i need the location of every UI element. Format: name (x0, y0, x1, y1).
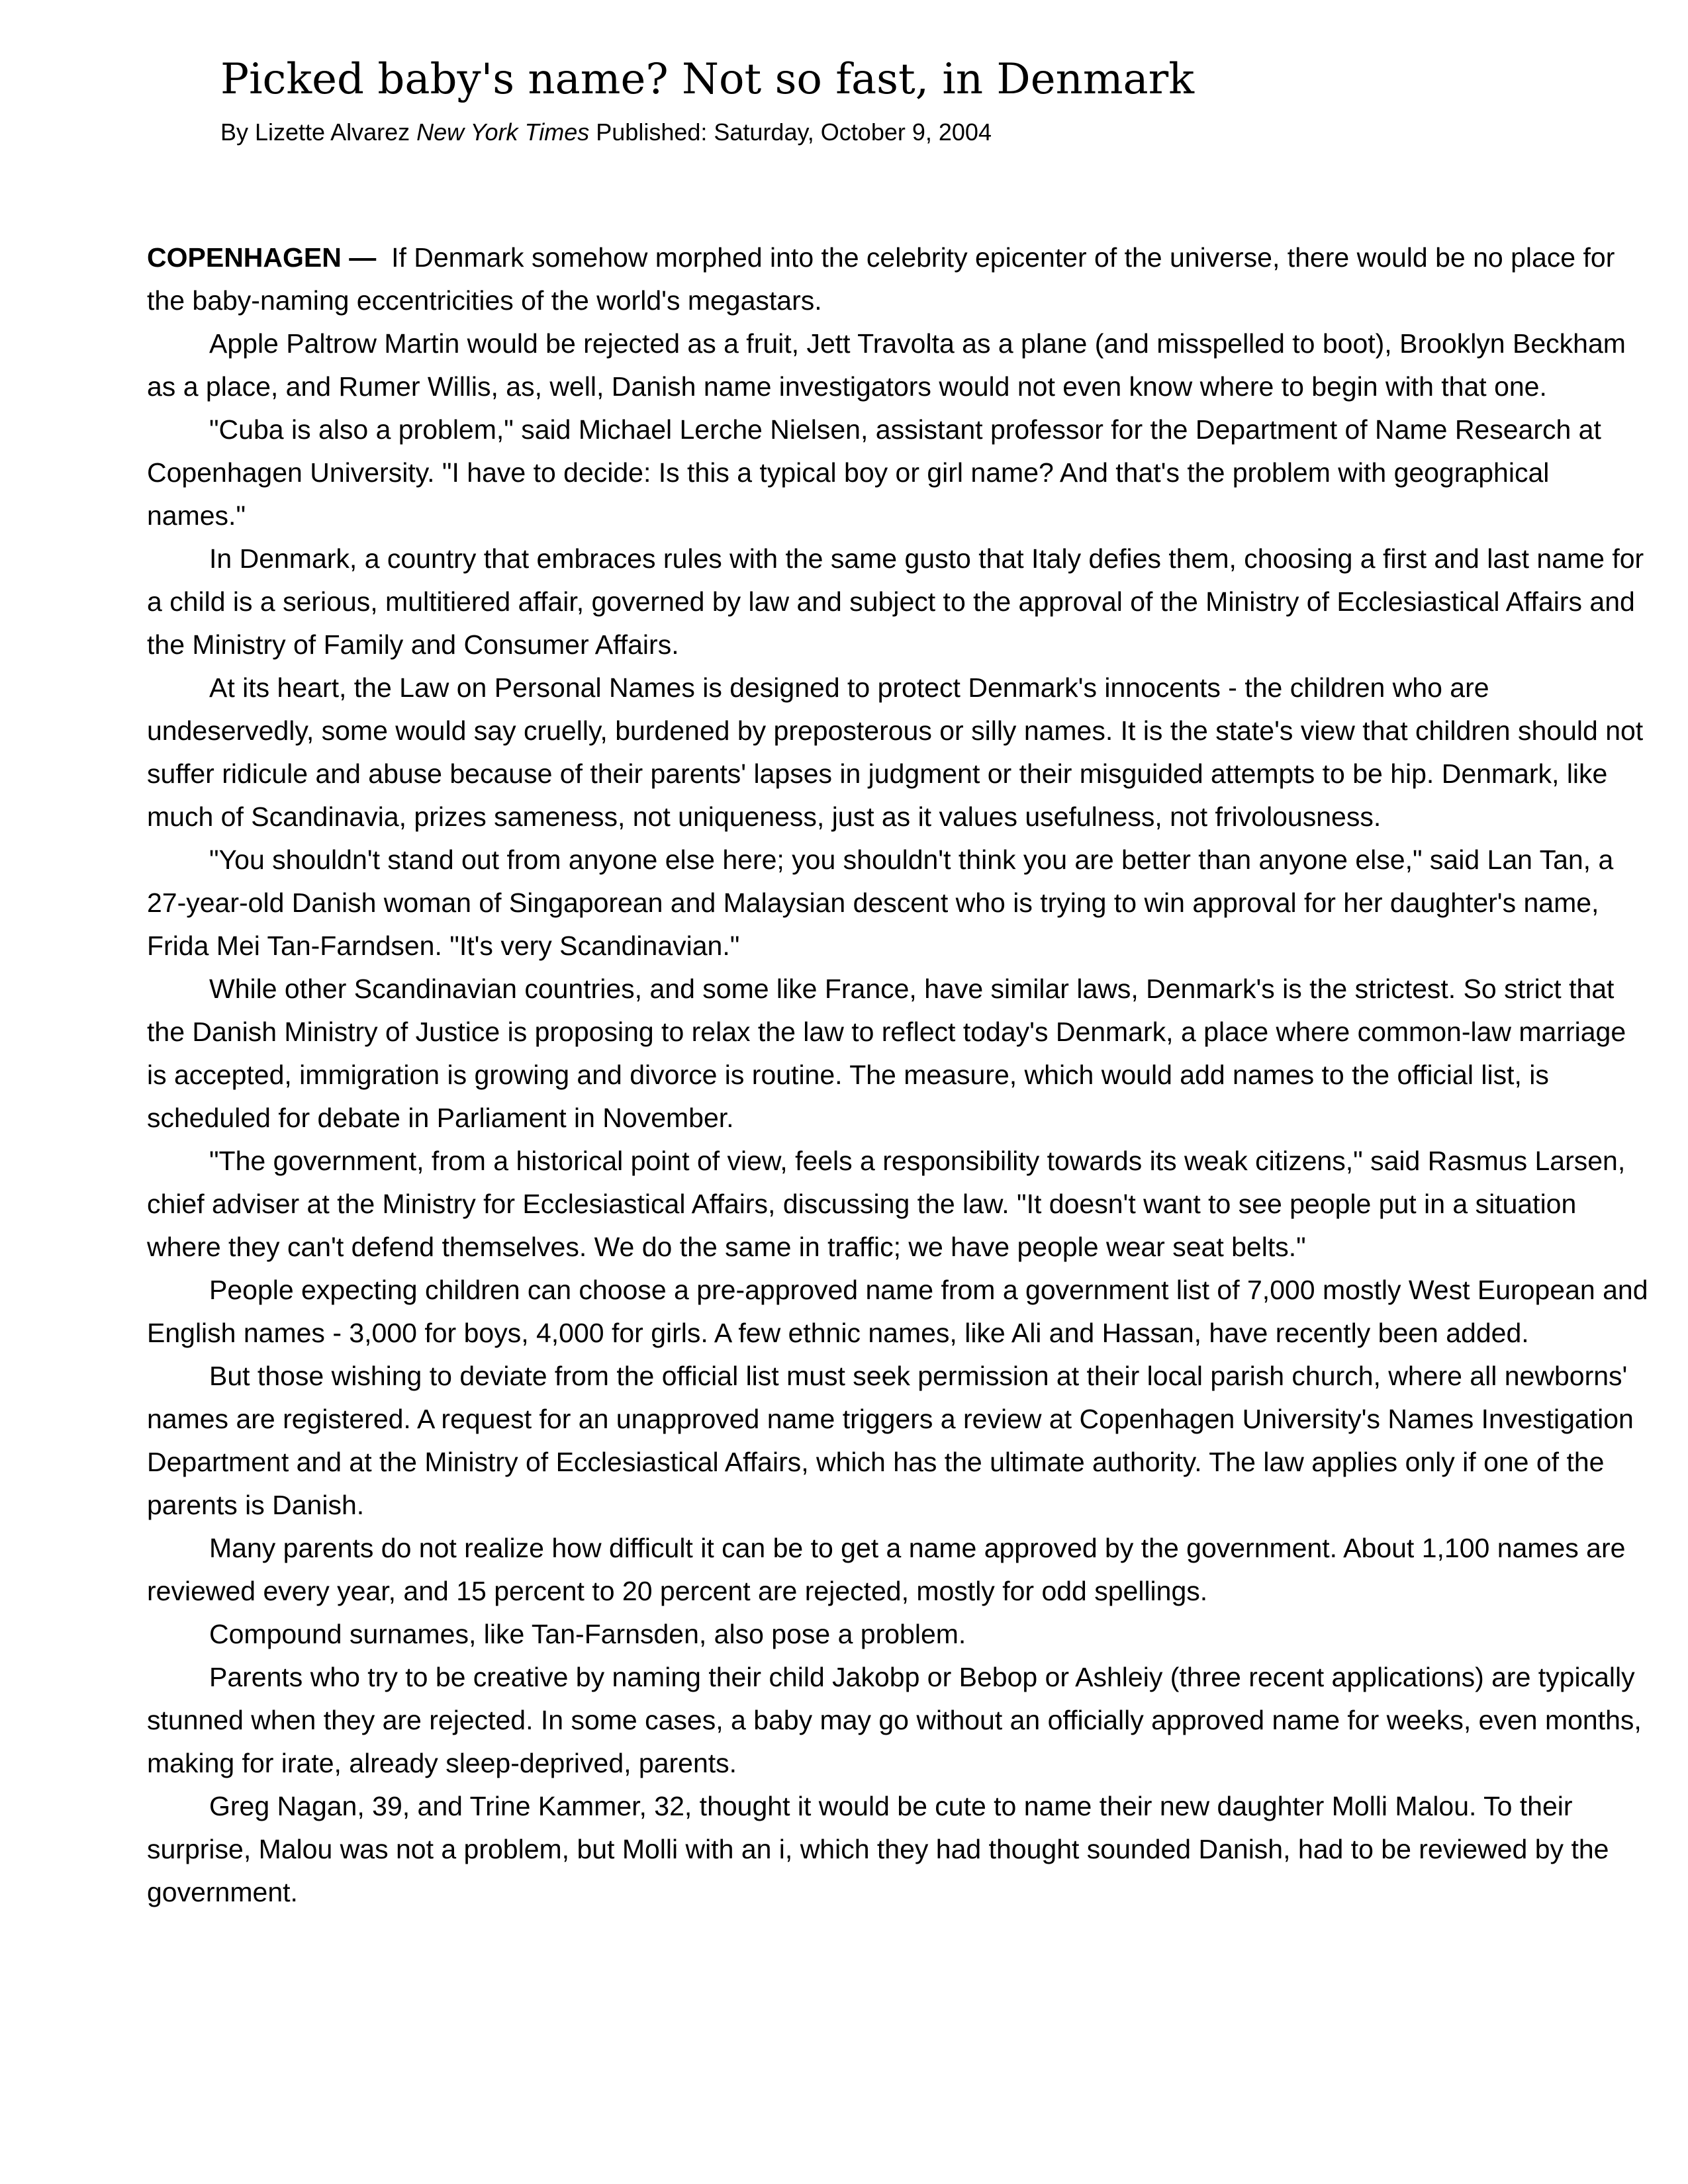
article-paragraph: Many parents do not realize how difficult it can be to get a name approved by the government. About 1,100 names are reviewed every year, and 15 percent to 20 percent are rejected, mostly for odd spellings. (147, 1533, 1626, 1606)
article-paragraph: But those wishing to deviate from the official list must seek permission at their local parish church, where all newborns' names are registered. A request for an unapproved name triggers a review at Copenhagen University's Names Investigation Department and at the Ministry of Ecclesiastical Affairs, which has the ultimate authority. The law applies only if one of the parents is Danish. (147, 1361, 1634, 1520)
byline-published-date: Published: Saturday, October 9, 2004 (596, 118, 992, 146)
article-paragraph: Compound surnames, like Tan-Farnsden, also pose a problem. (209, 1619, 966, 1649)
article-body (147, 236, 1650, 1914)
article-paragraph: In Denmark, a country that embraces rules with the same gusto that Italy defies them, choosing a first and last name for a child is a serious, multitiered affair, governed by law and subject to the approval of the Ministry of Ecclesiastical Affairs and the Ministry of Family and Consumer Affairs. (147, 543, 1644, 660)
paragraph-text: If Denmark somehow morphed into the celebrity epicenter of the universe, there would be no place for the baby-naming eccentricities of the world's megastars. (147, 242, 1615, 316)
article-paragraph: Parents who try to be creative by naming their child Jakobp or Bebop or Ashleiy (three recent applications) are typically stunned when they are rejected. In some cases, a baby may go without an officially approved name for weeks, even months, making for irate, already sleep-deprived, parents. (147, 1662, 1642, 1778)
article-paragraph: "You shouldn't stand out from anyone else here; you shouldn't think you are better than anyone else," said Lan Tan, a 27-year-old Danish woman of Singaporean and Malaysian descent who is trying to win approval for her daughter's name, Frida Mei Tan-Farndsen. "It's very Scandinavian." (147, 844, 1614, 961)
byline-author: By Lizette Alvarez (220, 118, 410, 146)
article-title: Picked baby's name? Not so fast, in Denmark (220, 55, 1195, 104)
article-paragraph: People expecting children can choose a pre-approved name from a government list of 7,000 mostly West European and English names - 3,000 for boys, 4,000 for girls. A few ethnic names, like Ali and Hassan, have recently been added. (147, 1275, 1648, 1348)
article-paragraph: Apple Paltrow Martin would be rejected as a fruit, Jett Travolta as a plane (and misspelled to boot), Brooklyn Beckham as a place, and Rumer Willis, as, well, Danish name investigators would not even know where to begin with that one. (147, 328, 1626, 402)
article-paragraph: At its heart, the Law on Personal Names is designed to protect Denmark's innocents - the children who are undeservedly, some would say cruelly, burdened by preposterous or silly names. It is the state's view that children should not suffer ridicule and abuse because of their parents' lapses in judgment or their misguided attempts to be hip. Denmark, like much of Scandinavia, prizes sameness, not uniqueness, just as it values usefulness, not frivolousness. (147, 672, 1644, 832)
article-paragraph (147, 236, 1650, 322)
dateline: COPENHAGEN — (147, 242, 377, 273)
article-paragraph: "Cuba is also a problem," said Michael Lerche Nielsen, assistant professor for the Department of Name Research at Copenhagen University. "I have to decide: Is this a typical boy or girl name? And that's the problem with geographical names." (147, 414, 1601, 531)
byline (220, 118, 992, 146)
article-paragraph: "The government, from a historical point of view, feels a responsibility towards its weak citizens," said Rasmus Larsen, chief adviser at the Ministry for Ecclesiastical Affairs, discussing the law. "It doesn't want to see people put in a situation where they can't defend themselves. We do the same in traffic; we have people wear seat belts." (147, 1146, 1626, 1262)
article-paragraph: While other Scandinavian countries, and some like France, have similar laws, Denmark's is the strictest. So strict that the Danish Ministry of Justice is proposing to relax the law to reflect today's Denmark, a place where common-law marriage is accepted, immigration is growing and divorce is routine. The measure, which would add names to the official list, is scheduled for debate in Parliament in November. (147, 974, 1626, 1133)
article-paragraph: Greg Nagan, 39, and Trine Kammer, 32, thought it would be cute to name their new daughter Molli Malou. To their surprise, Malou was not a problem, but Molli with an i, which they had thought sounded Danish, had to be reviewed by the government. (147, 1791, 1609, 1907)
byline-publication: New York Times (416, 118, 590, 146)
